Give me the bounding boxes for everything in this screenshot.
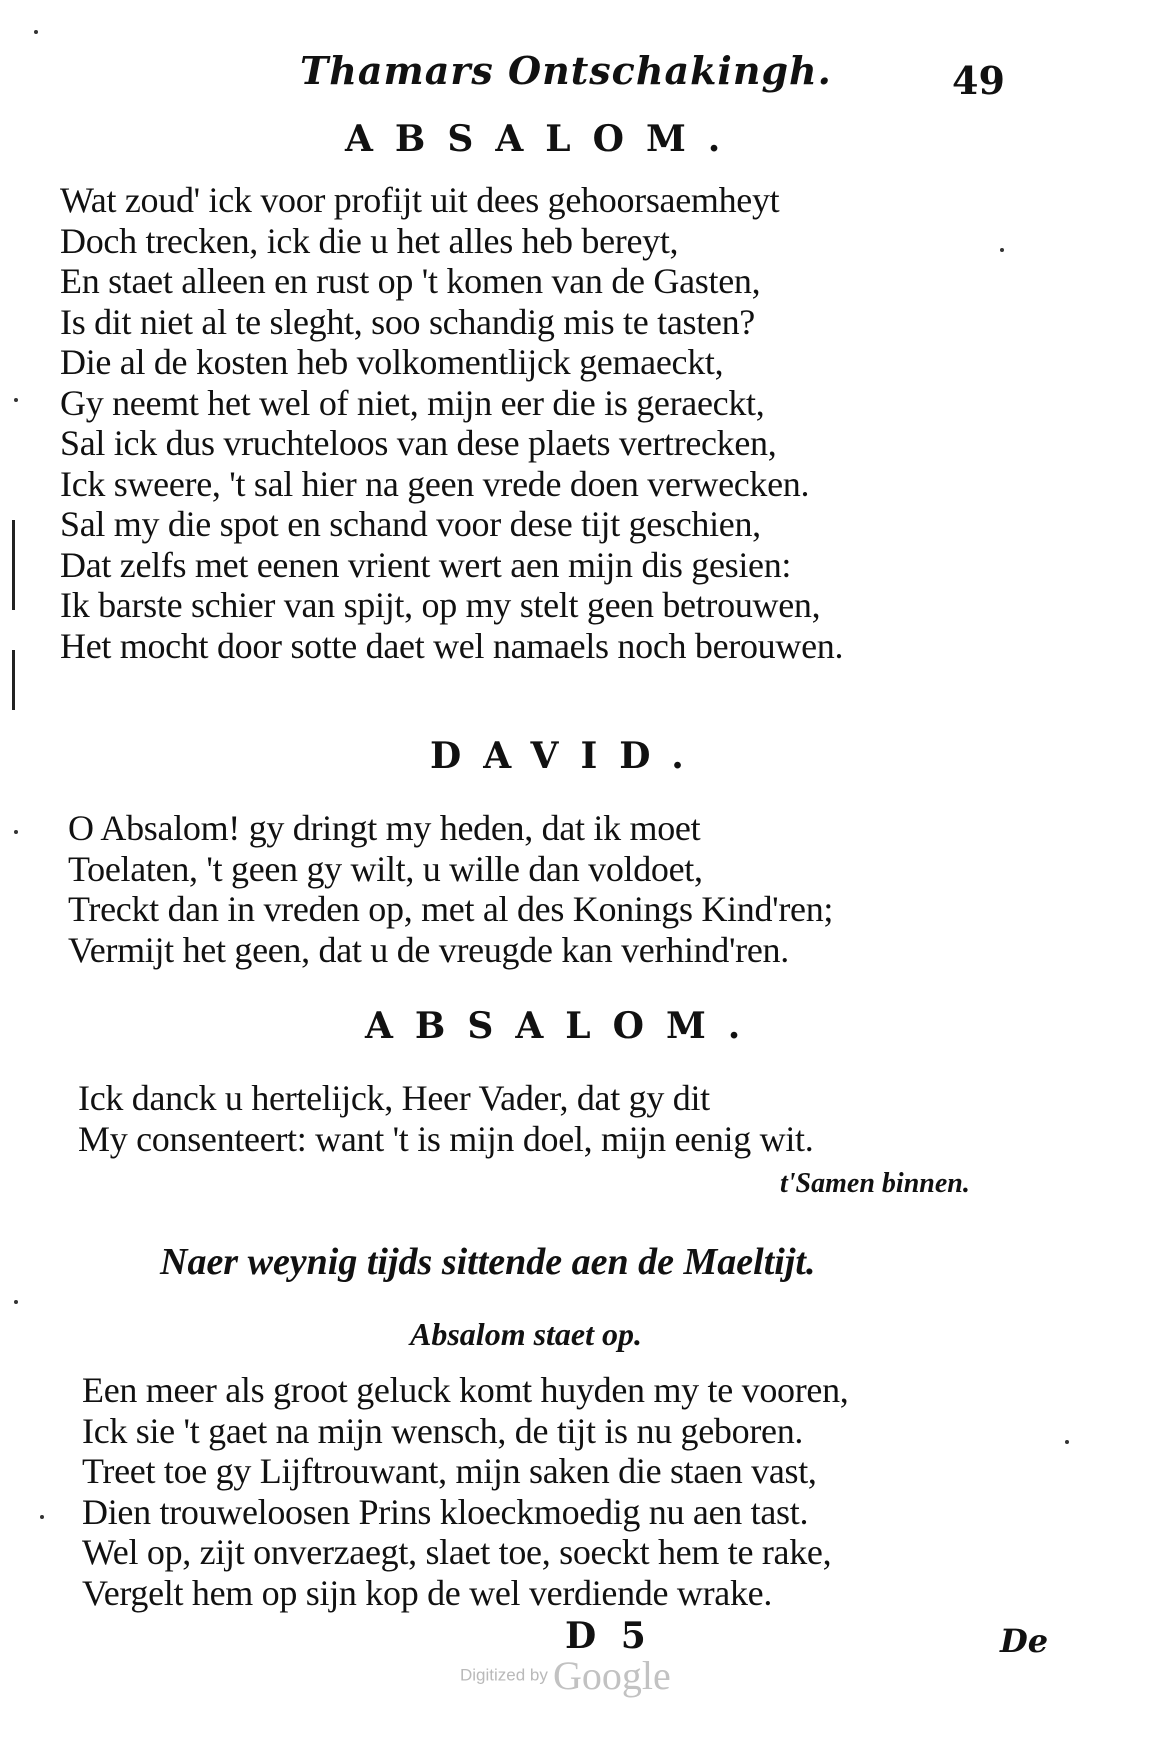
speaker-heading-absalom-1: ABSALOM. [345,118,743,160]
speaker-heading-absalom-3: Absalom staet op. [410,1316,643,1352]
verse-line: Sal my die spot en schand voor dese tijt geschien, [60,504,761,544]
verse-line: Het mocht door sotte daet wel namaels noch berouwen. [60,625,844,666]
verse-line: Ick sie 't gaet na mijn wensch, de tijt is nu geboren. [82,1410,804,1451]
verse-line: En staet alleen en rust op 't komen van de Gasten, [60,261,761,301]
verse-line: Is dit niet al te sleght, soo schandig mis te tasten? [60,301,755,342]
verse-line: Wel op, zijt onverzaegt, slaet toe, soeckt hem te rake, [82,1532,832,1572]
scan-speck [14,398,18,402]
verse-line: Die al de kosten heb volkomentlijck gemaeckt, [60,342,724,382]
stage-direction: t'Samen binnen. [780,1168,970,1199]
scene-heading: Naer weynig tijds sittende aen de Maeltijt. [160,1241,816,1283]
verse-line: Een meer als groot geluck komt huyden my te vooren, [82,1370,849,1410]
watermark-prefix: Digitized by [460,1665,548,1685]
verse-line: Ick danck u hertelijck, Heer Vader, dat gy dit [78,1078,710,1118]
scan-speck [14,1300,18,1304]
scan-speck [34,30,38,34]
verse-line: Ick sweere, 't sal hier na geen vrede doen verwecken. [60,463,810,504]
scan-speck [40,1515,44,1519]
verse-line: Dat zelfs met eenen vrient wert aen mijn dis gesien: [60,544,792,585]
verse-line: Gy neemt het wel of niet, mijn eer die is geraeckt, [60,382,765,423]
verse-line: Toelaten, 't geen gy wilt, u wille dan voldoet, [68,848,703,889]
verse-line: Vermijt het geen, dat u de vreugde kan verhind'ren. [68,929,789,970]
scan-speck [1000,248,1004,252]
scan-speck [14,830,18,834]
verse-line: Ik barste schier van spijt, op my stelt geen betrouwen, [60,585,821,625]
verse-line: Doch trecken, ick die u het alles heb bereyt, [60,220,679,261]
google-logo: Google [552,1653,671,1698]
verse-line: Treckt dan in vreden op, met al des Konings Kind'ren; [68,889,834,929]
verse-line: Sal ick dus vruchteloos van dese plaets vertrecken, [60,423,777,463]
verse-line: Wat zoud' ick voor profijt uit dees gehoorsaemheyt [60,180,780,220]
running-title: Thamars Ontschakingh. [300,48,832,93]
verse-line: Treet toe gy Lijftrouwant, mijn saken die staen vast, [82,1451,817,1491]
catchword: De [1000,1622,1049,1660]
digitization-watermark [460,1652,671,1699]
speaker-heading-absalom-2: ABSALOM. [365,1005,763,1047]
margin-rule-mark [12,650,15,710]
verse-block-david [68,808,833,970]
verse-line: Dien trouweloosen Prins kloeckmoedig nu aen tast. [82,1491,809,1532]
verse-line: Vergelt hem op sijn kop de wel verdiende wrake. [82,1572,773,1613]
verse-block-absalom-3 [82,1370,849,1613]
signature-mark: D 5 [565,1615,652,1657]
verse-line: My consenteert: want 't is mijn doel, mijn eenig wit. [78,1118,814,1159]
margin-rule-mark [12,520,15,610]
page-number: 49 [952,58,1005,103]
verse-line: O Absalom! gy dringt my heden, dat ik moet [68,808,701,848]
verse-block-absalom-1 [60,180,843,666]
speaker-heading-david: DAVID. [430,735,706,777]
scan-speck [1065,1440,1069,1444]
verse-block-absalom-2 [78,1078,813,1159]
